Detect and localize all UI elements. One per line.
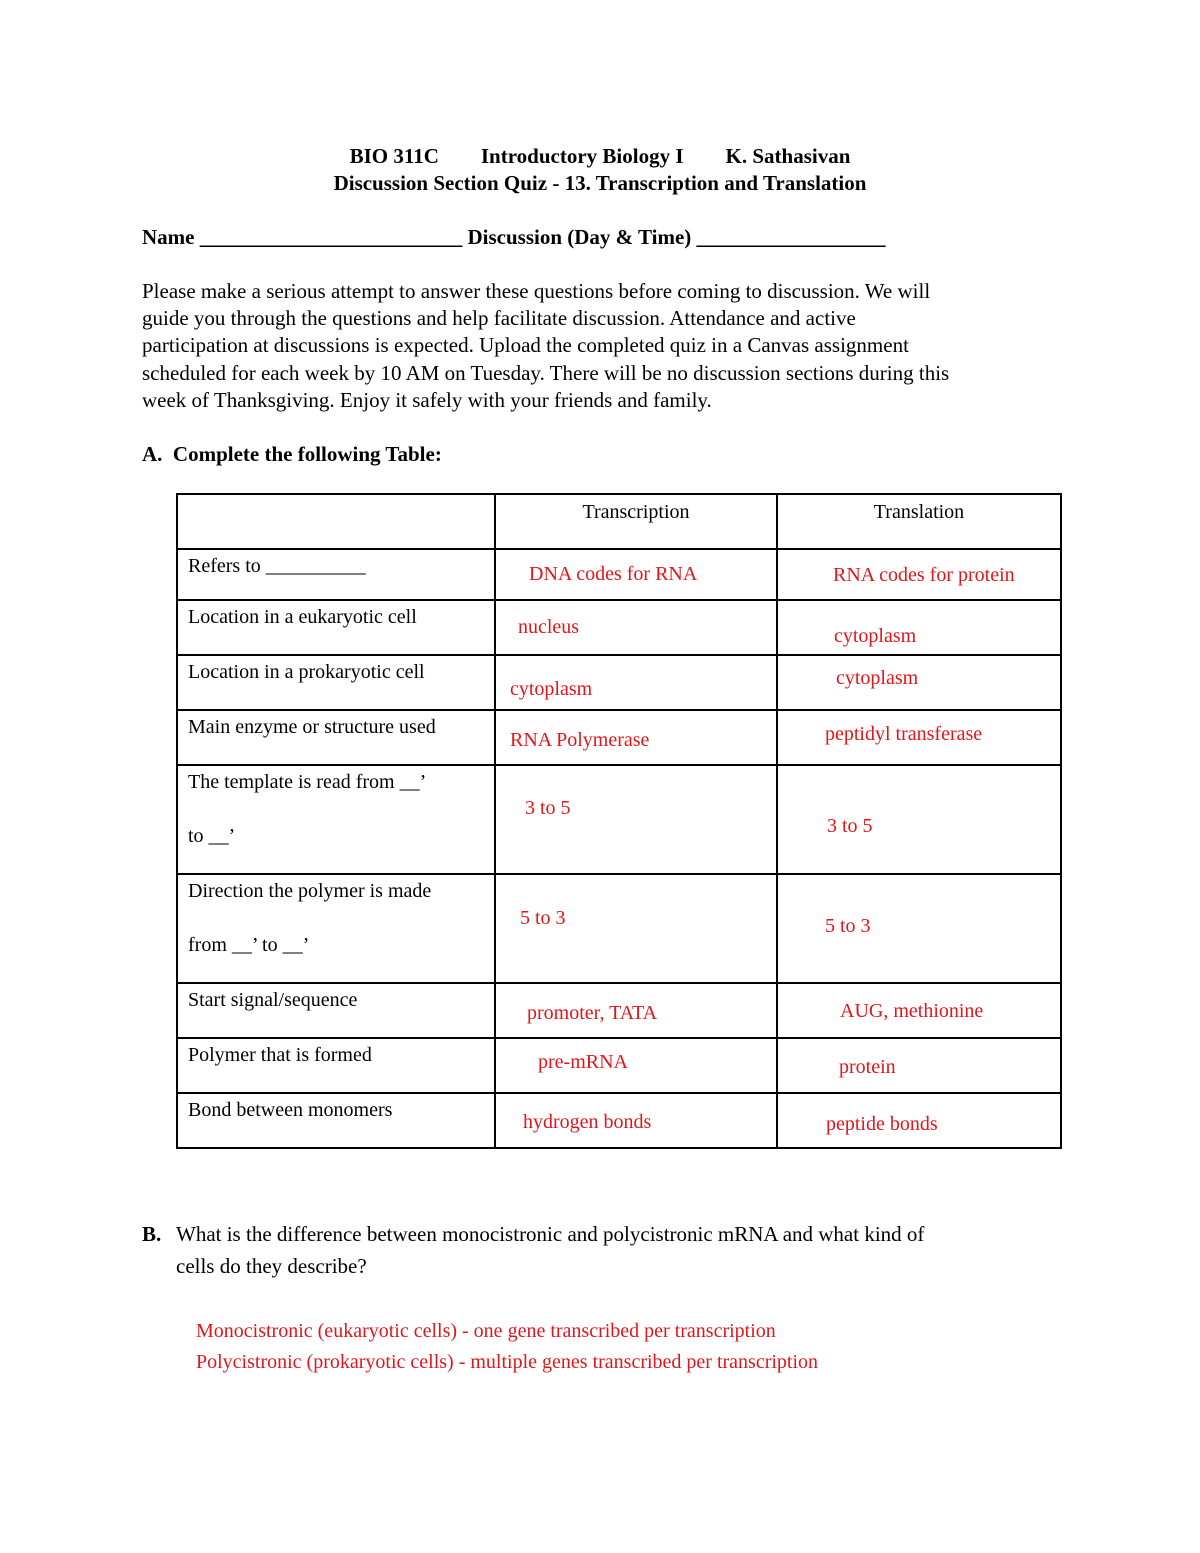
transcription-translation-table [176,493,1062,1149]
row-label: Polymer that is formed [177,1038,495,1093]
quiz-title: Discussion Section Quiz - 13. Transcription and Translation [333,171,867,195]
column-header-transcription: Transcription [495,494,777,549]
instructions-line: participation at discussions is expected. Upload the completed quiz in a Canvas assignment [142,333,909,358]
instructions-line: Please make a serious attempt to answer these questions before coming to discussion. We will [142,279,931,303]
row-label: Bond between monomers [177,1093,495,1148]
row-label [177,874,495,983]
translation-cell [777,983,1061,1038]
row-label-line2: from __’ to __’ [188,934,310,956]
translation-answer: cytoplasm [834,625,917,647]
transcription-answer: hydrogen bonds [523,1111,652,1133]
transcription-answer: DNA codes for RNA [529,563,698,585]
section-a-heading: A. Complete the following Table: [142,442,442,466]
table-row [177,1038,1061,1093]
translation-cell [777,710,1061,765]
row-label: Main enzyme or structure used [177,710,495,765]
translation-cell [777,1093,1061,1148]
instructions-line: scheduled for each week by 10 AM on Tuesday. There will be no discussion sections during this [142,360,950,385]
section-b-answer-line1: Monocistronic (eukaryotic cells) - one gene transcribed per transcription [196,1320,776,1342]
table-row [177,600,1061,655]
row-label: Refers to __________ [177,549,495,600]
instructions-paragraph [142,278,1072,414]
row-label-line1: The template is read from __’ [188,771,427,793]
transcription-answer: 3 to 5 [525,797,571,819]
instructions-line: guide you through the questions and help facilitate discussion. Attendance and active [142,306,856,331]
table-row [177,655,1061,710]
column-header-translation: Translation [777,494,1061,549]
row-label: Start signal/sequence [177,983,495,1038]
transcription-answer: pre-mRNA [538,1051,628,1073]
translation-cell [777,765,1061,874]
transcription-answer: cytoplasm [510,678,593,700]
table-row [177,710,1061,765]
section-b-question-line1: What is the difference between monocistronic and polycistronic mRNA and what kind of [176,1222,925,1246]
translation-cell [777,1038,1061,1093]
translation-cell [777,549,1061,600]
row-label-line2: to __’ [188,825,236,847]
section-b-question-line2: cells do they describe? [176,1254,367,1278]
transcription-cell [495,655,777,710]
translation-answer: protein [839,1056,896,1078]
transcription-cell [495,874,777,983]
course-header: BIO 311C Introductory Biology I K. Sathasivan [349,144,851,168]
section-b-answer-line2: Polycistronic (prokaryotic cells) - multiple genes transcribed per transcription [196,1351,819,1373]
table-row [177,765,1061,874]
transcription-answer: RNA Polymerase [510,729,650,751]
transcription-answer: promoter, TATA [527,1002,658,1024]
translation-cell [777,874,1061,983]
name-discussion-line: Name _________________________ Discussion (Day & Time) __________________ [142,225,886,249]
transcription-answer: 5 to 3 [520,907,566,929]
table-corner-cell [177,494,495,549]
section-b-label: B. [142,1222,162,1246]
table-row [177,874,1061,983]
transcription-cell [495,1093,777,1148]
row-label [177,765,495,874]
row-label: Location in a prokaryotic cell [177,655,495,710]
translation-answer: peptidyl transferase [825,723,983,745]
table-row [177,549,1061,600]
transcription-cell [495,983,777,1038]
translation-cell [777,600,1061,655]
transcription-cell [495,600,777,655]
translation-answer: 3 to 5 [827,815,873,837]
translation-answer: peptide bonds [826,1113,938,1135]
table-row [177,1093,1061,1148]
translation-answer: RNA codes for protein [833,564,1015,586]
translation-cell [777,655,1061,710]
table-row [177,983,1061,1038]
translation-answer: cytoplasm [836,667,919,689]
row-label-line1: Direction the polymer is made [188,880,432,902]
transcription-cell [495,710,777,765]
instructions-line: week of Thanksgiving. Enjoy it safely with your friends and family. [142,387,712,412]
row-label: Location in a eukaryotic cell [177,600,495,655]
transcription-answer: nucleus [518,616,580,638]
transcription-cell [495,765,777,874]
translation-answer: 5 to 3 [825,915,871,937]
table-header-row [177,494,1061,549]
transcription-cell [495,1038,777,1093]
translation-answer: AUG, methionine [840,1000,984,1022]
transcription-cell [495,549,777,600]
